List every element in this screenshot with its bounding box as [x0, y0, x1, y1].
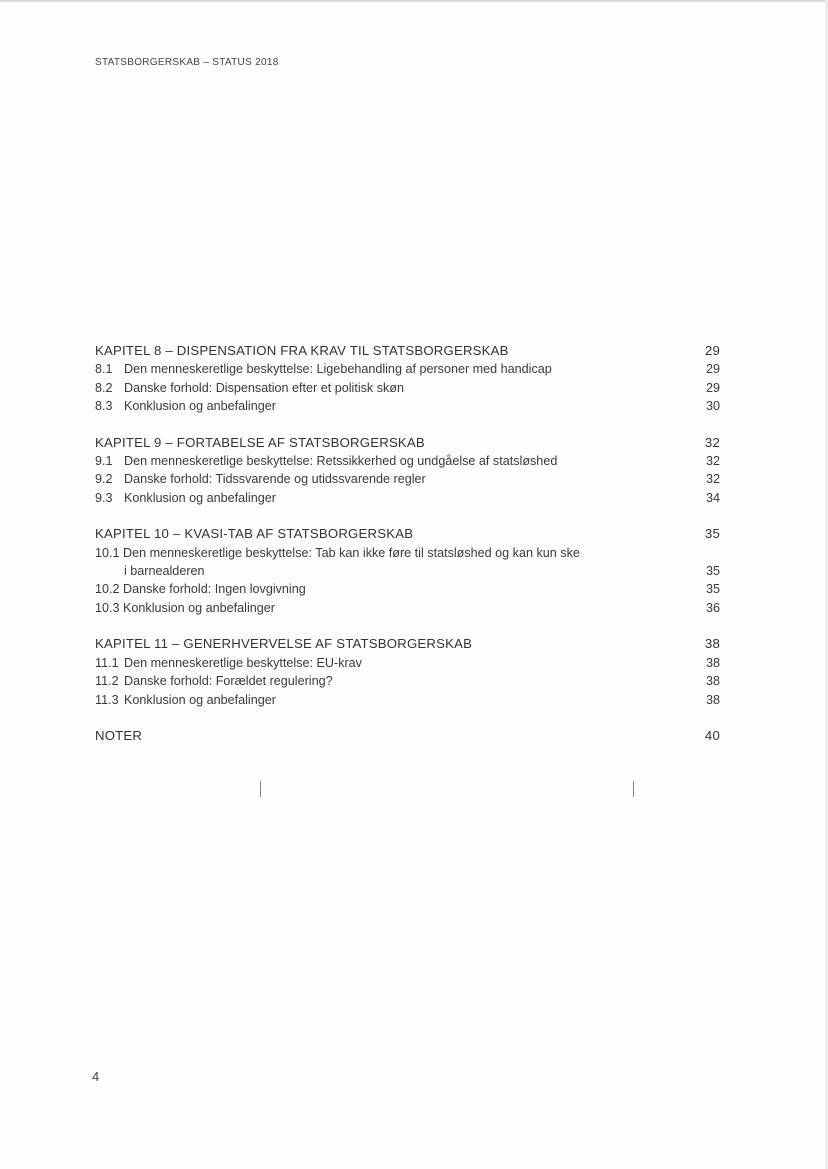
entry-page: 29: [705, 380, 720, 395]
toc-chapter-heading[interactable]: [95, 635, 720, 653]
chapter-page: 35: [704, 526, 720, 542]
entry-number: 10.2: [95, 582, 120, 597]
entry-title: Danske forhold: Tidssvarende og utidssvarende regler: [124, 472, 426, 487]
toc-chapter-9: [95, 434, 720, 508]
running-header: STATSBORGERSKAB – STATUS 2018: [95, 57, 279, 68]
scan-mark-right: [633, 781, 634, 797]
entry-number: 10.3: [95, 600, 120, 615]
toc-entry[interactable]: [95, 654, 720, 672]
toc-notes-heading[interactable]: [95, 727, 720, 745]
toc-entry[interactable]: [95, 452, 720, 470]
entry-number: 9.3: [95, 490, 113, 505]
entry-page: 35: [705, 582, 720, 597]
chapter-title: KAPITEL 9 – FORTABELSE AF STATSBORGERSKAB: [95, 434, 425, 450]
entry-page: 34: [705, 490, 720, 505]
entry-title: Den menneskeretlige beskyttelse: Tab kan ikke føre til statsløshed og kan kun ske: [123, 545, 580, 560]
entry-page: 29: [705, 362, 720, 377]
entry-title: Danske forhold: Ingen lovgivning: [123, 582, 306, 597]
entry-title: Den menneskeretlige beskyttelse: EU-krav: [124, 655, 362, 670]
entry-page: 30: [705, 399, 720, 414]
entry-title: Konklusion og anbefalinger: [124, 490, 276, 505]
table-of-contents: [95, 342, 720, 763]
chapter-page: 29: [704, 343, 720, 358]
entry-title: Den menneskeretlige beskyttelse: Retssikkerhed og undgåelse af statsløshed: [124, 454, 558, 469]
chapter-page: 38: [704, 636, 720, 652]
entry-title: Konklusion og anbefalinger: [123, 600, 275, 615]
chapter-title: KAPITEL 10 – KVASI-TAB AF STATSBORGERSKAB: [95, 526, 414, 542]
chapter-title: KAPITEL 8 – DISPENSATION FRA KRAV TIL STATSBORGERSKAB: [95, 343, 509, 358]
toc-chapter-heading[interactable]: [95, 525, 720, 543]
toc-entry[interactable]: [95, 379, 720, 397]
entry-page: 38: [705, 674, 720, 689]
entry-number: 8.1: [95, 362, 113, 377]
toc-chapter-10: [95, 525, 720, 617]
toc-chapter-8: [95, 342, 720, 416]
entry-number: 8.3: [95, 399, 113, 414]
toc-chapter-heading[interactable]: [95, 434, 720, 452]
entry-page: 32: [705, 472, 720, 487]
entry-page: 38: [705, 655, 720, 670]
entry-page: 35: [705, 564, 720, 579]
toc-entry[interactable]: [95, 489, 720, 507]
notes-page: 40: [704, 727, 720, 743]
scan-mark-left: [260, 781, 261, 797]
entry-number: 11.2: [95, 674, 119, 689]
entry-page: 36: [705, 600, 720, 615]
toc-entry[interactable]: [95, 360, 720, 378]
entry-number: 8.2: [95, 380, 113, 395]
entry-number: 9.2: [95, 472, 113, 487]
scan-edge-top: [0, 0, 828, 2]
toc-entry[interactable]: [95, 397, 720, 415]
entry-number: 10.1: [95, 545, 120, 560]
page-number: 4: [92, 1069, 100, 1084]
entry-number: 9.1: [95, 454, 113, 469]
toc-chapter-heading[interactable]: [95, 342, 720, 360]
entry-title: Danske forhold: Dispensation efter et politisk skøn: [124, 380, 404, 395]
toc-entry[interactable]: [95, 691, 720, 709]
entry-title: Konklusion og anbefalinger: [124, 399, 276, 414]
toc-entry[interactable]: [95, 599, 720, 617]
entry-title: Konklusion og anbefalinger: [124, 692, 276, 707]
toc-entry[interactable]: [95, 470, 720, 488]
toc-chapter-11: [95, 635, 720, 709]
toc-notes: [95, 727, 720, 745]
notes-title: NOTER: [95, 727, 143, 743]
entry-number: 11.1: [95, 655, 119, 670]
entry-page: 32: [705, 454, 720, 469]
entry-title: Danske forhold: Forældet regulering?: [124, 674, 333, 689]
toc-entry[interactable]: [95, 544, 720, 581]
chapter-title: KAPITEL 11 – GENERHVERVELSE AF STATSBORGERSKAB: [95, 636, 473, 652]
chapter-page: 32: [704, 434, 720, 450]
entry-page: 38: [705, 692, 720, 707]
entry-title-continuation: i barnealderen: [124, 564, 205, 579]
toc-entry[interactable]: [95, 672, 720, 690]
toc-entry[interactable]: [95, 580, 720, 598]
entry-number: 11.3: [95, 692, 119, 707]
entry-title: Den menneskeretlige beskyttelse: Ligebehandling af personer med handicap: [124, 362, 552, 377]
